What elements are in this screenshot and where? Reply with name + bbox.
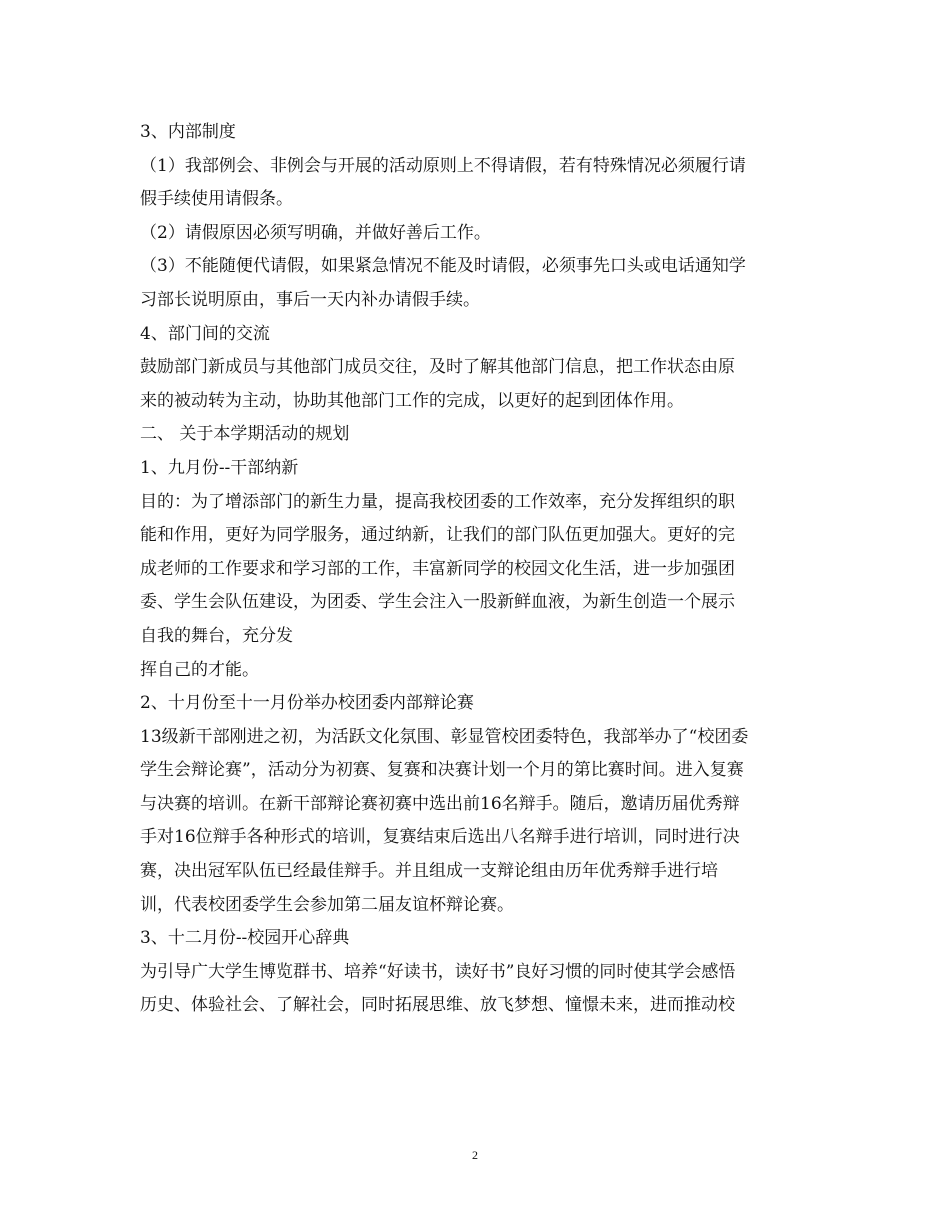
text-line: 目的：为了增添部门的新生力量，提高我校团委的工作效率，充分发挥组织的职 [140, 491, 735, 512]
text-line: 二、 关于本学期活动的规划 [140, 424, 350, 445]
text-line: 习部长说明原由，事后一天内补办请假手续。 [140, 289, 480, 310]
text-line: （1）我部例会、非例会与开展的活动原则上不得请假，若有特殊情况必须履行请 [140, 155, 746, 176]
text-line: 学生会辩论赛”，活动分为初赛、复赛和决赛计划一个月的第比赛时间。进入复赛 [140, 760, 744, 781]
text-line: 赛，决出冠军队伍已经最佳辩手。并且组成一支辩论组由历年优秀辩手进行培 [140, 861, 718, 882]
text-line: 假手续使用请假条。 [140, 189, 293, 210]
text-line: 3、十二月份--校园开心辞典 [140, 928, 350, 949]
text-line: 2、十月份至十一月份举办校团委内部辩论赛 [140, 693, 474, 714]
text-line: 来的被动转为主动，协助其他部门工作的完成，以更好的起到团体作用。 [140, 390, 684, 411]
text-line: （3）不能随便代请假，如果紧急情况不能及时请假，必须事先口头或电话通知学 [140, 256, 746, 277]
text-line: 4、部门间的交流 [140, 323, 270, 344]
page-number: 2 [472, 1148, 478, 1162]
text-line: 与决赛的培训。在新干部辩论赛初赛中选出前16名辩手。随后，邀请历届优秀辩 [140, 793, 740, 814]
text-line: 为引导广大学生博览群书、培养“好读书，读好书”良好习惯的同时使其学会感悟 [140, 961, 736, 982]
text-line: 成老师的工作要求和学习部的工作，丰富新同学的校园文化生活，进一步加强团 [140, 558, 735, 579]
text-line: 3、内部制度 [140, 122, 236, 142]
text-line: （2）请假原因必须写明确，并做好善后工作。 [140, 222, 491, 243]
document-body [140, 116, 812, 1023]
text-line: 13级新干部刚进之初，为活跃文化氛围、彰显管校团委特色，我部举办了“校团委 [140, 726, 749, 747]
text-line: 1、九月份--干部纳新 [140, 457, 299, 478]
text-line: 自我的舞台，充分发 [140, 625, 293, 646]
text-line: 委、学生会队伍建设，为团委、学生会注入一股新鲜血液，为新生创造一个展示 [140, 592, 735, 613]
text-line: 手对16位辩手各种形式的培训，复赛结束后选出八名辩手进行培训，同时进行决 [140, 827, 740, 848]
text-line: 挥自己的才能。 [140, 659, 259, 680]
text-line: 历史、体验社会、了解社会，同时拓展思维、放飞梦想、憧憬未来，进而推动校 [140, 995, 735, 1016]
text-line: 能和作用，更好为同学服务，通过纳新，让我们的部门队伍更加强大。更好的完 [140, 525, 735, 546]
text-line: 鼓励部门新成员与其他部门成员交往，及时了解其他部门信息，把工作状态由原 [140, 357, 735, 378]
text-line: 训，代表校团委学生会参加第二届友谊杯辩论赛。 [140, 894, 514, 915]
